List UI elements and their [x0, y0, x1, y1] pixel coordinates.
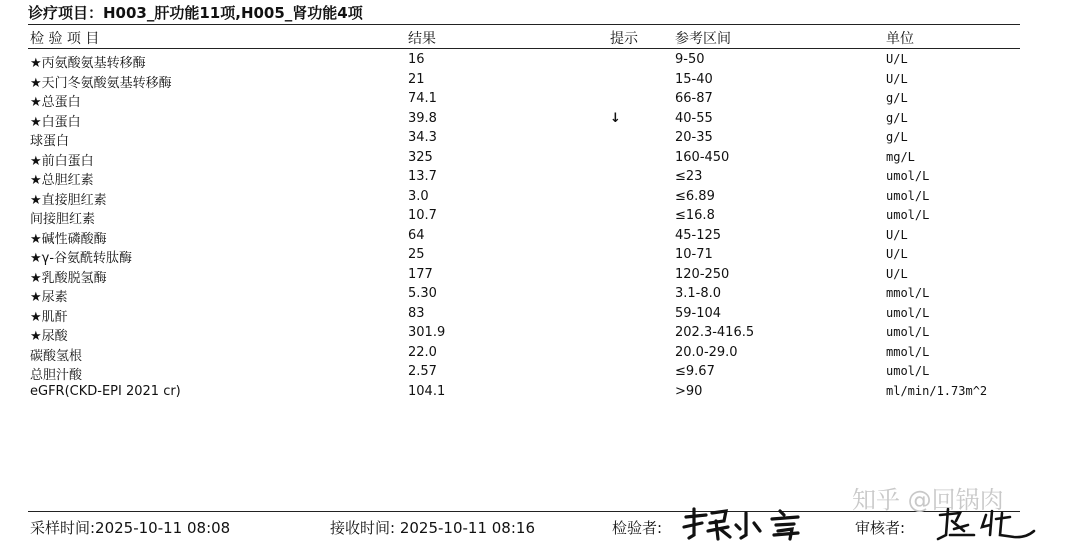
reference-range-cell: 20-35 [675, 130, 713, 145]
table-row [0, 91, 1080, 111]
column-header-unit: 单位 [886, 31, 914, 47]
test-name-cell: ★γ-谷氨酰转肽酶 [30, 251, 133, 266]
unit-cell: mmol/L [886, 286, 930, 300]
header-rule-top [28, 24, 1020, 25]
table-row [0, 267, 1080, 287]
result-cell: 21 [408, 71, 425, 87]
table-row [0, 150, 1080, 170]
result-cell: 13.7 [408, 169, 437, 184]
result-cell: 16 [408, 52, 425, 67]
result-cell: 74.1 [408, 91, 437, 106]
result-cell: 25 [408, 247, 425, 262]
table-row [0, 286, 1080, 306]
column-header-range: 参考区间 [675, 31, 731, 47]
unit-cell: U/L [886, 266, 908, 281]
reference-range-cell: >90 [675, 383, 703, 399]
test-name-cell: ★直接胆红素 [30, 192, 107, 208]
reference-range-cell: 3.1-8.0 [675, 286, 722, 301]
unit-cell: g/L [886, 110, 908, 125]
test-name-cell: ★尿酸 [30, 329, 68, 344]
unit-cell: ml/min/1.73m^2 [886, 383, 988, 398]
test-name-cell: 球蛋白 [30, 134, 70, 149]
test-name-cell: ★乳酸脱氢酶 [30, 270, 107, 286]
reference-range-cell: ≤16.8 [675, 208, 715, 223]
reference-range-cell: ≤9.67 [675, 364, 715, 379]
result-cell: 104.1 [408, 383, 446, 399]
column-header-flag: 提示 [610, 31, 638, 47]
unit-cell: g/L [886, 130, 908, 144]
result-cell: 34.3 [408, 130, 437, 145]
reference-range-cell: 10-71 [675, 247, 713, 262]
test-name-cell: ★总胆红素 [30, 173, 94, 188]
table-row [0, 364, 1080, 384]
inspector-label: 检验者: [612, 519, 663, 537]
result-cell: 177 [408, 266, 433, 282]
table-row [0, 111, 1080, 131]
result-cell: 83 [408, 305, 425, 321]
reference-range-cell: 9-50 [675, 52, 705, 67]
result-cell: 22.0 [408, 344, 437, 360]
table-row [0, 189, 1080, 209]
unit-cell: mmol/L [886, 344, 930, 359]
table-row [0, 52, 1080, 72]
table-row [0, 247, 1080, 267]
reviewer-label: 审核者: [855, 519, 906, 537]
table-row [0, 72, 1080, 92]
test-name-cell: 碳酸氢根 [30, 348, 83, 364]
reference-range-cell: ≤23 [675, 169, 703, 184]
reference-range-cell: 66-87 [675, 91, 713, 106]
column-header-result: 结果 [408, 31, 436, 47]
table-row [0, 169, 1080, 189]
reference-range-cell: 120-250 [675, 266, 730, 282]
unit-cell: U/L [886, 227, 908, 242]
watermark: 知乎 @回锅肉 [852, 486, 1004, 514]
reviewer-signature [930, 505, 1040, 541]
result-cell: 325 [408, 149, 433, 165]
test-name-cell: ★白蛋白 [30, 114, 81, 130]
reference-range-cell: 160-450 [675, 149, 730, 165]
unit-cell: umol/L [886, 169, 930, 183]
unit-cell: U/L [886, 247, 908, 261]
table-row [0, 228, 1080, 248]
unit-cell: g/L [886, 91, 908, 105]
result-cell: 3.0 [408, 188, 429, 204]
result-cell: 5.30 [408, 286, 437, 301]
test-name-cell: 总胆汁酸 [30, 368, 83, 383]
unit-cell: U/L [886, 52, 908, 66]
reference-range-cell: 45-125 [675, 227, 722, 243]
test-name-cell: ★总蛋白 [30, 95, 81, 110]
table-row [0, 345, 1080, 365]
table-row [0, 306, 1080, 326]
flag-cell: ↓ [610, 110, 621, 126]
unit-cell: umol/L [886, 208, 930, 222]
test-name-cell: ★丙氨酸氨基转移酶 [30, 56, 146, 71]
table-row [0, 325, 1080, 345]
unit-cell: umol/L [886, 325, 930, 339]
test-name-cell: ★前白蛋白 [30, 153, 94, 169]
unit-cell: mg/L [886, 149, 915, 164]
reference-range-cell: ≤6.89 [675, 188, 715, 204]
report-title: 诊疗项目：H003_肝功能11项,H005_肾功能4项 [28, 4, 363, 22]
table-row [0, 130, 1080, 150]
test-name-cell: ★碱性磷酸酶 [30, 231, 107, 247]
unit-cell: umol/L [886, 305, 930, 320]
unit-cell: U/L [886, 71, 908, 86]
sample-time: 采样时间:2025-10-11 08:08 [30, 519, 231, 537]
test-name-cell: eGFR(CKD-EPI 2021 cr) [30, 383, 181, 399]
column-header-item: 检 验 项 目 [30, 31, 100, 47]
reference-range-cell: 59-104 [675, 305, 722, 321]
test-name-cell: ★天门冬氨酸氨基转移酶 [30, 75, 172, 91]
test-name-cell: 间接胆红素 [30, 212, 96, 227]
table-row [0, 208, 1080, 228]
result-cell: 39.8 [408, 110, 437, 126]
result-cell: 64 [408, 227, 425, 243]
reference-range-cell: 20.0-29.0 [675, 344, 738, 360]
receive-time: 接收时间: 2025-10-11 08:16 [330, 519, 535, 537]
header-rule-bottom [28, 48, 1020, 49]
reference-range-cell: 202.3-416.5 [675, 325, 755, 340]
test-name-cell: ★尿素 [30, 290, 68, 305]
result-cell: 2.57 [408, 364, 437, 379]
table-row [0, 384, 1080, 404]
test-name-cell: ★肌酐 [30, 309, 68, 325]
reference-range-cell: 15-40 [675, 71, 713, 87]
unit-cell: umol/L [886, 364, 930, 378]
reference-range-cell: 40-55 [675, 110, 713, 126]
inspector-signature [680, 505, 810, 541]
unit-cell: umol/L [886, 188, 930, 203]
result-cell: 10.7 [408, 208, 437, 223]
result-cell: 301.9 [408, 325, 446, 340]
